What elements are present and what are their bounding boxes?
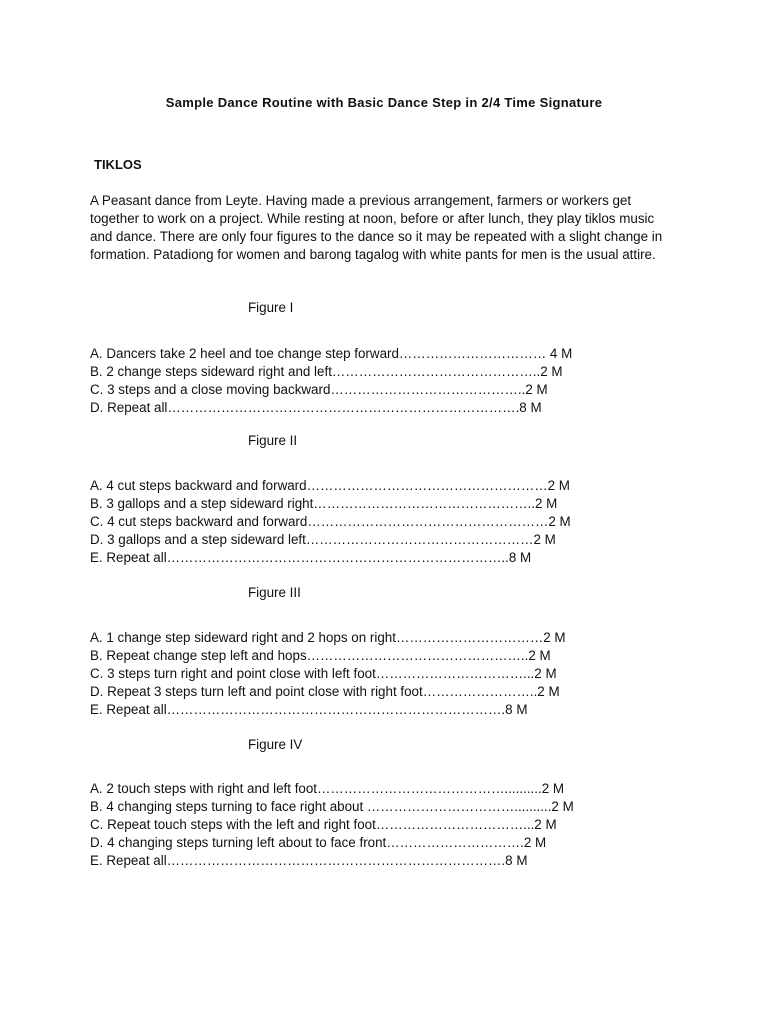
step-item: C. 3 steps and a close moving backward……………………………………..2 M xyxy=(90,382,548,397)
figure-4-steps xyxy=(90,780,690,870)
step-item: A. 1 change step sideward right and 2 hops on right……………………………2 M xyxy=(90,630,566,645)
intro-paragraph: A Peasant dance from Leyte. Having made a previous arrangement, farmers or workers get together to work on a project. While resting at noon, before or after lunch, they play tiklos music and dance. There are only four figures to the dance so it may be repeated with a slight change in formation. Patadiong for women and barong tagalog with white pants for men is the usual attire. xyxy=(90,193,663,262)
figure-1-title: Figure I xyxy=(248,300,294,315)
figure-1-steps xyxy=(90,345,690,417)
step-item: D. Repeat all…………………………………………………………………….8 M xyxy=(90,400,542,415)
figure-4-title: Figure IV xyxy=(248,737,303,752)
step-item: E. Repeat all………………………………………………………………….8 M xyxy=(90,702,528,717)
step-item: B. 2 change steps sideward right and left………………………………………..2 M xyxy=(90,364,563,379)
figure-2-steps xyxy=(90,477,690,567)
figure-2-title: Figure II xyxy=(248,433,298,448)
step-item: A. 4 cut steps backward and forward………………………………………………2 M xyxy=(90,478,570,493)
step-item: A. Dancers take 2 heel and toe change step forward…………………………… 4 M xyxy=(90,346,573,361)
step-item: B. 4 changing steps turning to face right about ……………………………..........2 M xyxy=(90,799,574,814)
step-item: E. Repeat all………………………………………………………………….8 M xyxy=(90,853,528,868)
dance-name-heading: TIKLOS xyxy=(94,157,142,172)
step-item: B. Repeat change step left and hops…………………………………………..2 M xyxy=(90,648,551,663)
step-item: B. 3 gallops and a step sideward right…………………………………………..2 M xyxy=(90,496,558,511)
figure-3-title: Figure III xyxy=(248,585,301,600)
step-item: C. 3 steps turn right and point close with left foot……………………………...2 M xyxy=(90,666,557,681)
step-item: E. Repeat all…………………………………………………………………..8 M xyxy=(90,550,532,565)
step-item: D. Repeat 3 steps turn left and point close with right foot……………………..2 M xyxy=(90,684,560,699)
step-item: D. 4 changing steps turning left about to face front………………………….2 M xyxy=(90,835,547,850)
step-item: D. 3 gallops and a step sideward left……………………………………………2 M xyxy=(90,532,556,547)
step-item: C. 4 cut steps backward and forward………………………………………………2 M xyxy=(90,514,571,529)
document-title: Sample Dance Routine with Basic Dance Step in 2/4 Time Signature xyxy=(165,95,603,110)
figure-3-steps xyxy=(90,629,690,719)
step-item: A. 2 touch steps with right and left foot……………………………………..........2 M xyxy=(90,781,565,796)
step-item: C. Repeat touch steps with the left and right foot……………………………...2 M xyxy=(90,817,557,832)
